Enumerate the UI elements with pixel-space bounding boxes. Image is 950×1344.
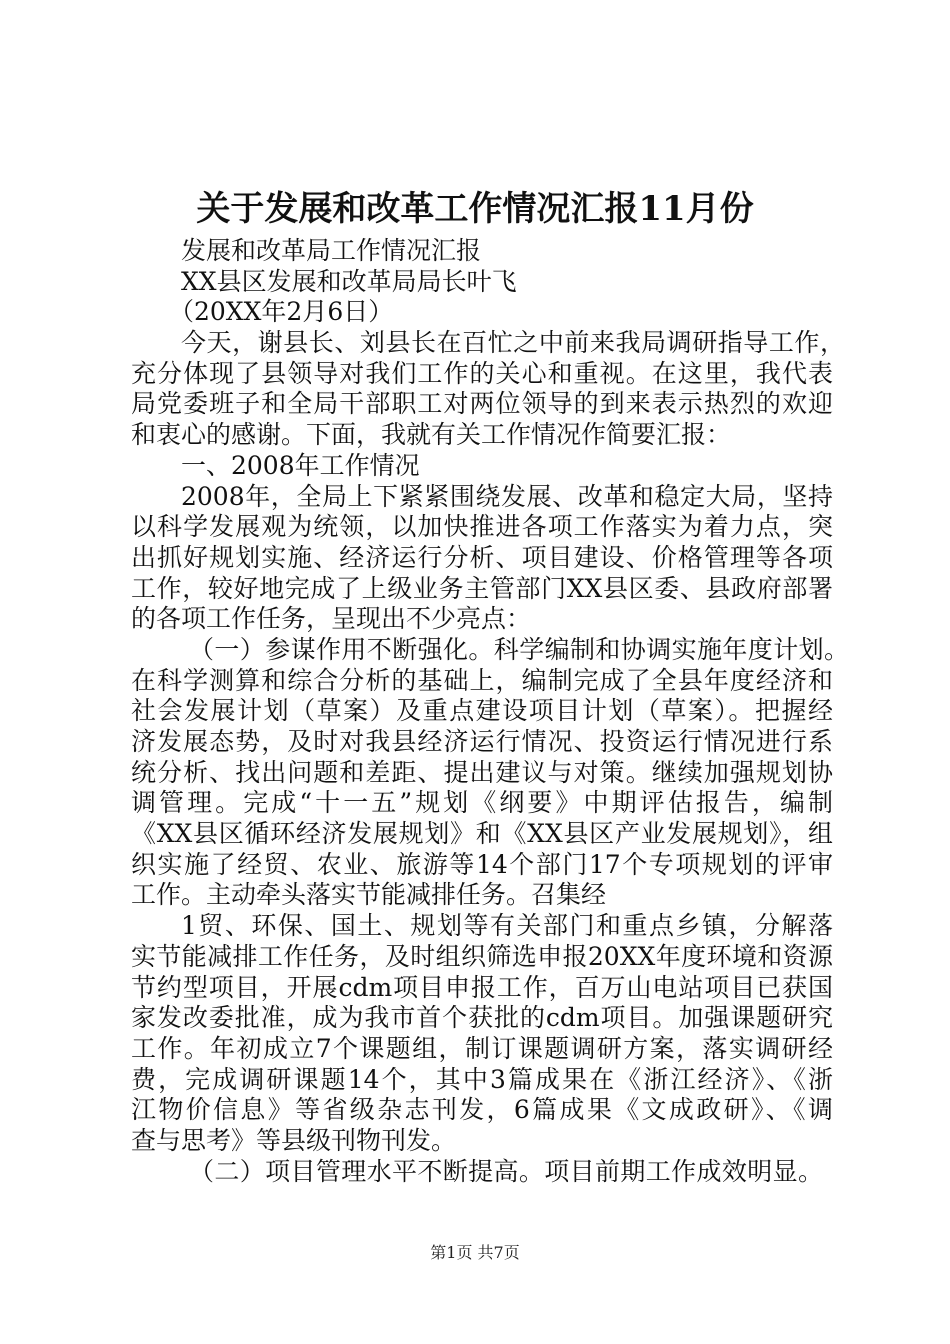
paragraph-line: 的各项工作任务，呈现出不少亮点： (131, 604, 532, 634)
paragraph-line: 织实施了经贸、农业、旅游等14个部门17个专项规划的评审 (131, 849, 833, 879)
page-number: 第1页 共7页 (430, 1243, 520, 1262)
paragraph-line: 江物价信息》等省级杂志刊发，6篇成果《文成政研》、《调 (131, 1095, 833, 1125)
document-body (131, 236, 849, 1187)
paragraph-line: 工作。主动牵头落实节能减排任务。召集经 (131, 880, 607, 910)
paragraph-line: 查与思考》等县级刊物刊发。 (131, 1125, 457, 1155)
paragraph-line: 济发展态势，及时对我县经济运行情况、投资运行情况进行系 (131, 727, 833, 756)
paragraph-line: 《XX县区循环经济发展规划》和《XX县区产业发展规划》，组 (131, 819, 833, 849)
header-line: XX县区发展和改革局局长叶飞 (181, 266, 517, 296)
paragraph-line: 充分体现了县领导对我们工作的关心和重视。在这里，我代表 (131, 358, 833, 388)
paragraph-line: 统分析、找出问题和差距、提出建议与对策。继续加强规划协 (131, 757, 833, 787)
paragraph-line: 工作。年初成立7个课题组，制订课题调研方案，落实调研经 (131, 1033, 833, 1063)
paragraph-line: 以科学发展观为统领，以加快推进各项工作落实为着力点，突 (131, 512, 833, 542)
header-line: 发展和改革局工作情况汇报 (181, 236, 482, 265)
paragraph-line: 局党委班子和全局干部职工对两位领导的到来表示热烈的欢迎 (131, 389, 833, 419)
paragraph-line: （一）参谋作用不断强化。科学编制和协调实施年度计划。 (189, 634, 849, 664)
header-line: （20XX年2月6日） (169, 297, 394, 327)
document-title: 关于发展和改革工作情况汇报11月份 (196, 189, 754, 229)
paragraph-line: 1贸、环保、国土、规划等有关部门和重点乡镇，分解落 (181, 911, 833, 941)
paragraph-line: 在科学测算和综合分析的基础上，编制完成了全县年度经济和 (131, 665, 833, 695)
paragraph-line: 出抓好规划实施、经济运行分析、项目建设、价格管理等各项 (131, 542, 833, 572)
paragraph-line: 费，完成调研课题14个，其中3篇成果在《浙江经济》、《浙 (131, 1064, 833, 1094)
paragraph-line: 节约型项目，开展cdm项目申报工作，百万山电站项目已获国 (131, 972, 833, 1002)
paragraph-line: 调管理。完成“十一五”规划《纲要》中期评估报告，编制 (131, 788, 833, 818)
paragraph-line: 实节能减排工作任务，及时组织筛选申报20XX年度环境和资源 (131, 941, 833, 971)
paragraph-line: 今天，谢县长、刘县长在百忙之中前来我局调研指导工作， (181, 328, 845, 358)
paragraph-line: 2008年，全局上下紧紧围绕发展、改革和稳定大局，坚持 (181, 481, 833, 511)
paragraph-line: 工作，较好地完成了上级业务主管部门XX县区委、县政府部署 (131, 573, 833, 603)
paragraph-line: 和衷心的感谢。下面，我就有关工作情况作简要汇报： (131, 420, 732, 450)
paragraph-line: 家发改委批准，成为我市首个获批的cdm项目。加强课题研究 (131, 1003, 833, 1033)
paragraph-line: （二）项目管理水平不断提高。项目前期工作成效明显。 (189, 1156, 823, 1186)
section-heading: 一、2008年工作情况 (181, 450, 420, 480)
paragraph-line: 社会发展计划（草案）及重点建设项目计划（草案）。把握经 (131, 696, 833, 726)
